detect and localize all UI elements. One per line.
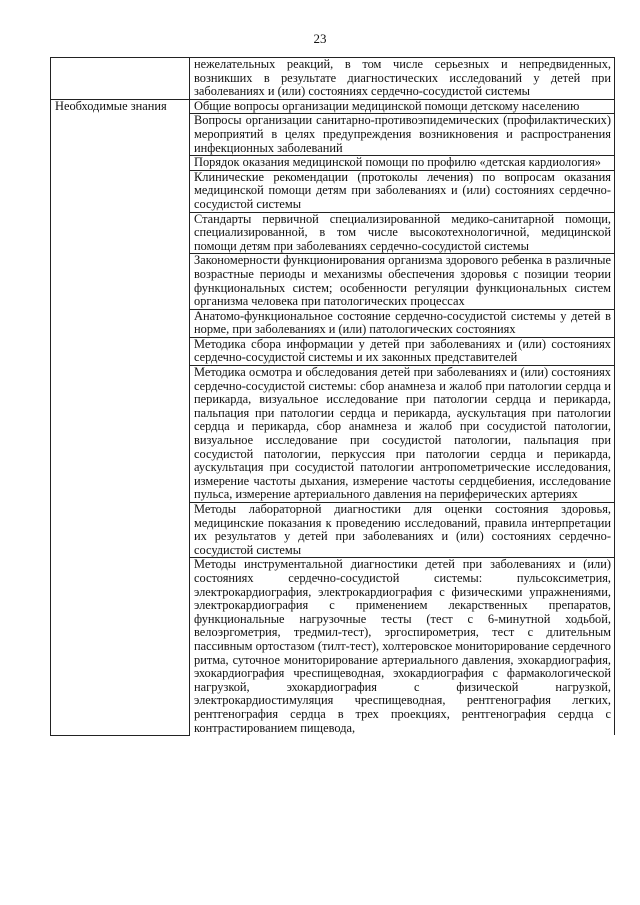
knowledge-item	[190, 337, 615, 365]
table-row	[51, 58, 615, 100]
knowledge-item-text: Методы инструментальной диагностики детей при заболеваниях и (или) состояниях сердечно-сосудистой системы: пульсоксиметрия, электрокардиография, электрокардиография с физическими упражнениями, электрокардиография с применением лекарственных препаратов, функциональные нагрузочные тесты (тест с 6-минутной ходьбой, велоэргометрия, тредмил-тест), эргоспирометрия, тест с длительным пассивным ортостазом (тилт-тест), холтеровское мониторирование сердечного ритма, суточное мониторирование артериального давления, эхокардиография, эхокардиография чреспищеводная, эхокардиография с фармакологической нагрузкой, эхокардиография с физической нагрузкой, электрокардиостимуляция чреспищеводная, рентгенография легких, рентгенография сердца в трех проекциях, рентгенография сердца с контрастированием пищевода,	[194, 557, 611, 735]
knowledge-item-text: Вопросы организации санитарно-противоэпидемических (профилактических) мероприятий в целях предупреждения возникновения и распространения инфекционных заболеваний	[194, 113, 611, 155]
knowledge-item-text: Методы лабораторной диагностики для оценки состояния здоровья, медицинские показания к проведению исследований, правила интерпретации их результатов у детей при заболеваниях и (или) состояниях сердечно-сосудистой системы	[194, 502, 611, 557]
table-row	[51, 99, 615, 114]
knowledge-item-text: Клинические рекомендации (протоколы лечения) по вопросам оказания медицинской помощи детям при заболеваниях и (или) состояниях сердечно-сосудистой системы	[194, 169, 611, 211]
empty-label-cell	[51, 58, 190, 100]
knowledge-item-text: Методика осмотра и обследования детей при заболеваниях и (или) состояниях сердечно-сосудистой системы: сбор анамнеза и жалоб при патологии сердца и перикарда, визуальное исследование при патологии сердца и перикарда, пальпация при патологии сердца и перикарда, аускультация при патологии сердца и перикарда, сбор анамнеза и жалоб при сосудистой патологии, визуальное исследование при сосудистой патологии, пальпация при сосудистой патологии, перкуссия при патологии сердца и перикарда, аускультация при сосудистой патологии антропометрические исследования, измерение частоты дыхания, измерение частоты сердцебиения, исследование пульса, измерение артериального давления на периферических артериях	[194, 365, 611, 502]
section-label: Необходимые знания	[55, 98, 167, 113]
knowledge-item-text: Методика сбора информации у детей при заболеваниях и (или) состояниях сердечно-сосудистой системы и их законных представителей	[194, 336, 611, 365]
knowledge-item	[190, 212, 615, 254]
knowledge-item	[190, 170, 615, 212]
knowledge-item	[190, 254, 615, 309]
knowledge-item-text: Стандарты первичной специализированной медико-санитарной помощи, специализированной, в том числе высокотехнологичной, медицинской помощи детям при заболеваниях сердечно-сосудистой системы	[194, 211, 611, 253]
knowledge-item	[190, 156, 615, 171]
continuation-text: нежелательных реакций, в том числе серьезных и непредвиденных, возникших в результате диагностических исследований у детей при заболеваниях и (или) состояниях сердечно-сосудистой системы	[194, 57, 611, 99]
knowledge-item	[190, 503, 615, 558]
continuation-cell	[190, 58, 615, 100]
knowledge-item	[190, 366, 615, 503]
knowledge-item-text: Закономерности функционирования организма здорового ребенка в различные возрастные периоды и механизмы обеспечения здоровья с позиции теории функциональных систем; особенности регуляции функциональных систем организма человека при патологических процессах	[194, 253, 611, 309]
knowledge-item-text: Порядок оказания медицинской помощи по профилю «детская кардиология»	[194, 155, 602, 170]
qualification-table	[50, 57, 615, 736]
section-label-cell	[51, 99, 190, 735]
knowledge-item	[190, 99, 615, 114]
page-number: 23	[313, 31, 327, 46]
knowledge-item	[190, 558, 615, 735]
knowledge-item	[190, 114, 615, 156]
knowledge-item-text: Анатомо-функциональное состояние сердечно-сосудистой системы у детей в норме, при заболеваниях и (или) патологических состояниях	[194, 308, 611, 337]
knowledge-item-text: Общие вопросы организации медицинской помощи детскому населению	[194, 98, 580, 113]
knowledge-item	[190, 309, 615, 337]
